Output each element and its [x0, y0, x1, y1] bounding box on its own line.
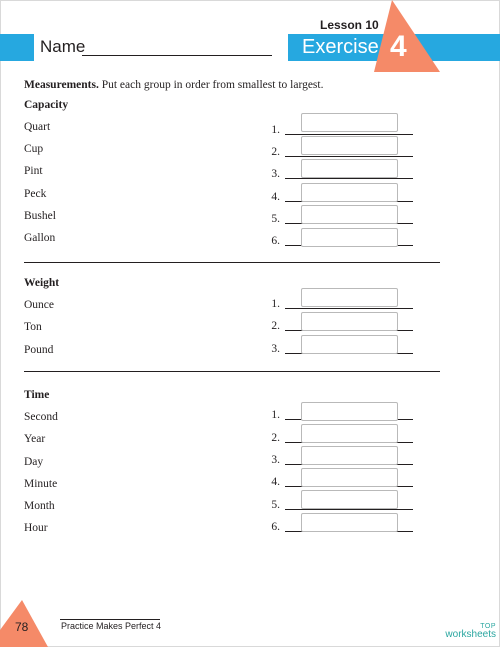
- section-divider: [24, 262, 440, 263]
- answer-box-time-4[interactable]: [301, 468, 398, 487]
- answer-line: [285, 178, 413, 179]
- exercise-label: Exercise: [302, 36, 379, 58]
- item-time-4: Minute: [24, 478, 58, 490]
- name-label: Name: [40, 37, 86, 56]
- section-title-weight: Weight: [24, 277, 60, 289]
- answer-box-capacity-6[interactable]: [301, 228, 398, 247]
- page-number: 78: [15, 620, 29, 634]
- item-time-1: Second: [24, 411, 58, 423]
- item-capacity-6: Gallon: [24, 232, 56, 244]
- answer-number: 2.: [271, 432, 280, 444]
- item-capacity-1: Quart: [24, 121, 51, 133]
- answer-line: [285, 134, 413, 135]
- item-time-2: Year: [24, 433, 46, 445]
- answer-box-weight-2[interactable]: [301, 312, 398, 331]
- instructions-bold: Measurements.: [24, 79, 99, 91]
- answer-number: 3.: [271, 454, 280, 466]
- answer-number: 4.: [271, 191, 280, 203]
- answer-number: 1.: [271, 409, 280, 421]
- answer-box-capacity-4[interactable]: [301, 183, 398, 202]
- item-time-6: Hour: [24, 522, 48, 534]
- section-title-time: Time: [24, 389, 50, 401]
- item-time-5: Month: [24, 500, 55, 512]
- answer-number: 2.: [271, 146, 280, 158]
- answer-line: [285, 308, 413, 309]
- answer-box-capacity-5[interactable]: [301, 205, 398, 224]
- item-capacity-5: Bushel: [24, 210, 56, 222]
- exercise-triangle-icon: [374, 0, 440, 72]
- answer-number: 1.: [271, 298, 280, 310]
- book-title: Practice Makes Perfect 4: [61, 621, 162, 631]
- answer-box-time-2[interactable]: [301, 424, 398, 443]
- answer-box-capacity-3[interactable]: [301, 159, 398, 178]
- answer-number: 6.: [271, 235, 280, 247]
- instructions-text: Put each group in order from smallest to largest.: [98, 79, 324, 91]
- section-divider: [24, 371, 440, 372]
- answer-number: 5.: [271, 213, 280, 225]
- answer-box-capacity-1[interactable]: [301, 113, 398, 132]
- answer-number: 3.: [271, 168, 280, 180]
- topworksheets-logo[interactable]: [436, 623, 496, 640]
- item-weight-2: Ton: [24, 321, 42, 333]
- answer-number: 5.: [271, 499, 280, 511]
- logo-bottom-text: worksheets: [445, 629, 496, 640]
- item-time-3: Day: [24, 456, 44, 468]
- answer-box-time-6[interactable]: [301, 513, 398, 532]
- item-weight-1: Ounce: [24, 299, 55, 311]
- lesson-label: Lesson 10: [320, 18, 379, 32]
- answer-box-weight-1[interactable]: [301, 288, 398, 307]
- answer-box-time-3[interactable]: [301, 446, 398, 465]
- section-title-capacity: Capacity: [24, 99, 69, 111]
- answer-number: 3.: [271, 343, 280, 355]
- name-field-line[interactable]: [82, 55, 272, 56]
- answer-box-time-5[interactable]: [301, 490, 398, 509]
- item-capacity-3: Pint: [24, 165, 43, 177]
- footer-rule: [60, 619, 160, 620]
- instructions: [24, 79, 323, 91]
- answer-line: [285, 509, 413, 510]
- answer-number: 4.: [271, 476, 280, 488]
- item-weight-3: Pound: [24, 344, 54, 356]
- answer-number: 1.: [271, 124, 280, 136]
- exercise-number: 4: [390, 30, 407, 63]
- item-capacity-4: Peck: [24, 188, 47, 200]
- answer-box-weight-3[interactable]: [301, 335, 398, 354]
- item-capacity-2: Cup: [24, 143, 44, 155]
- answer-box-time-1[interactable]: [301, 402, 398, 421]
- answer-box-capacity-2[interactable]: [301, 136, 398, 155]
- answer-line: [285, 156, 413, 157]
- answer-number: 6.: [271, 521, 280, 533]
- logo-top-text: TOP: [480, 623, 496, 630]
- answer-number: 2.: [271, 320, 280, 332]
